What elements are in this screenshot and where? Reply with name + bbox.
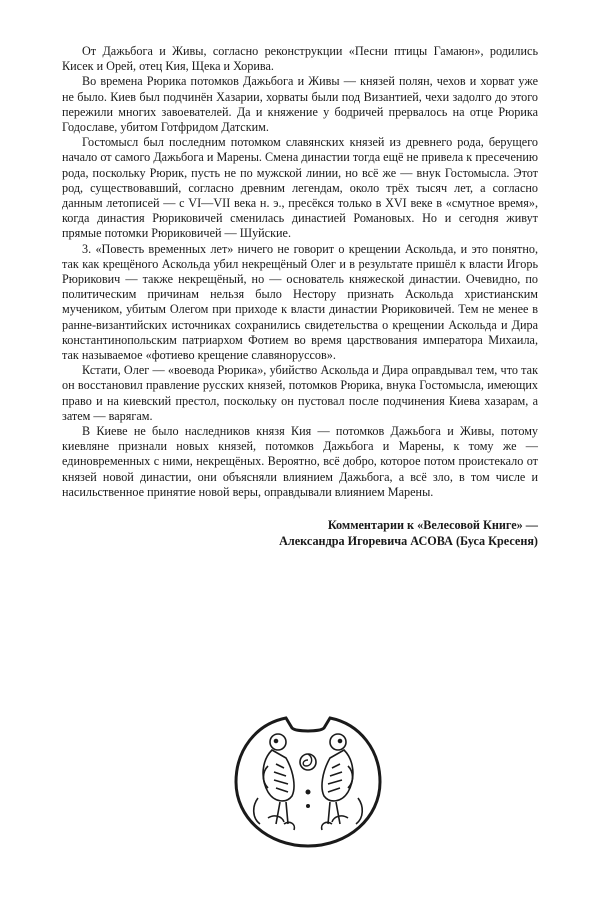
paragraph: От Дажьбога и Живы, согласно реконструкции «Песни птицы Гамаюн», родились Кисек и Орей, отец Кия, Щека и Хорива. [62,44,538,74]
paragraph: Гостомысл был последним потомком славянских князей из древнего рода, берущего начало от самого Дажьбога и Марены. Смена династии тогда ещё не привела к пресечению рода, поскольку Рюрик, пусть не по мужской линии, но всё же — внук Гостомысла. Этот род, существовавший, согласно древним легендам, около трёх тысяч лет, а согласно данным летописей — с VI—VII века н. э., пресёкся только в XVI веке в «смутное время», когда династия Рюриковичей сменилась династией Романовых. Но и сегодня живут прямые потомки Рюриковичей — Шуйские. [62,135,538,241]
author-signature [118,518,538,549]
commentary-body [62,44,538,500]
signature-line-2: Александра Игоревича АСОВА (Буса Кресеня) [279,533,538,548]
paragraph: 3. «Повесть временных лет» ничего не говорит о крещении Аскольда, и это понятно, так как крещёного Аскольда убил некрещёный Олег и в результате пришёл к власти Игорь Рюрикович — также некрещёный, но — основатель княжеской династии. Очевидно, по политическим причинам нельзя было Нестору признать Аскольда христианским мучеником, убитым Олегом при приходе к власти династии Рюриковичей. Тем не менее в ранне-византийских источниках сохранились свидетельства о крещении Аскольда и Дира константинопольским патриархом Фотием во время царствования императора Михаила, так называемое «фотиево крещение славяноруссов». [62,241,538,363]
twin-birds-medallion-icon [228,706,388,854]
signature-line-1: Комментарии к «Велесовой Книге» — [327,518,538,532]
paragraph: В Киеве не было наследников князя Кия — потомков Дажьбога и Живы, потому киевляне признали новых князей, потомков Дажьбога и Марены, к тому же — единовременных с ними, некрещёных. Вероятно, всё добро, которое потом проистекало от князей новой династии, они объясняли влиянием Дажьбога, а всё зло, в том числе и насильственное принятие новой веры, оправдывали влиянием Марены. [62,424,538,499]
paragraph: Кстати, Олег — «воевода Рюрика», убийство Аскольда и Дира оправдывал тем, что так он восстановил правление русских князей, потомков Рюрика, внука Гостомысла, имеющих право и на киевский престол, поскольку он пустовал после подчинения Киева хазарам, а затем — варягам. [62,363,538,423]
paragraph: Во времена Рюрика потомков Дажьбога и Живы — князей полян, чехов и хорват уже не было. Киев был подчинён Хазарии, хорваты были под Византией, чехи задолго до этого пережили многих завоевателей. Да и княжение у бодричей прервалось на отце Рюрика Годославе, убитом Готфридом Датским. [62,74,538,135]
